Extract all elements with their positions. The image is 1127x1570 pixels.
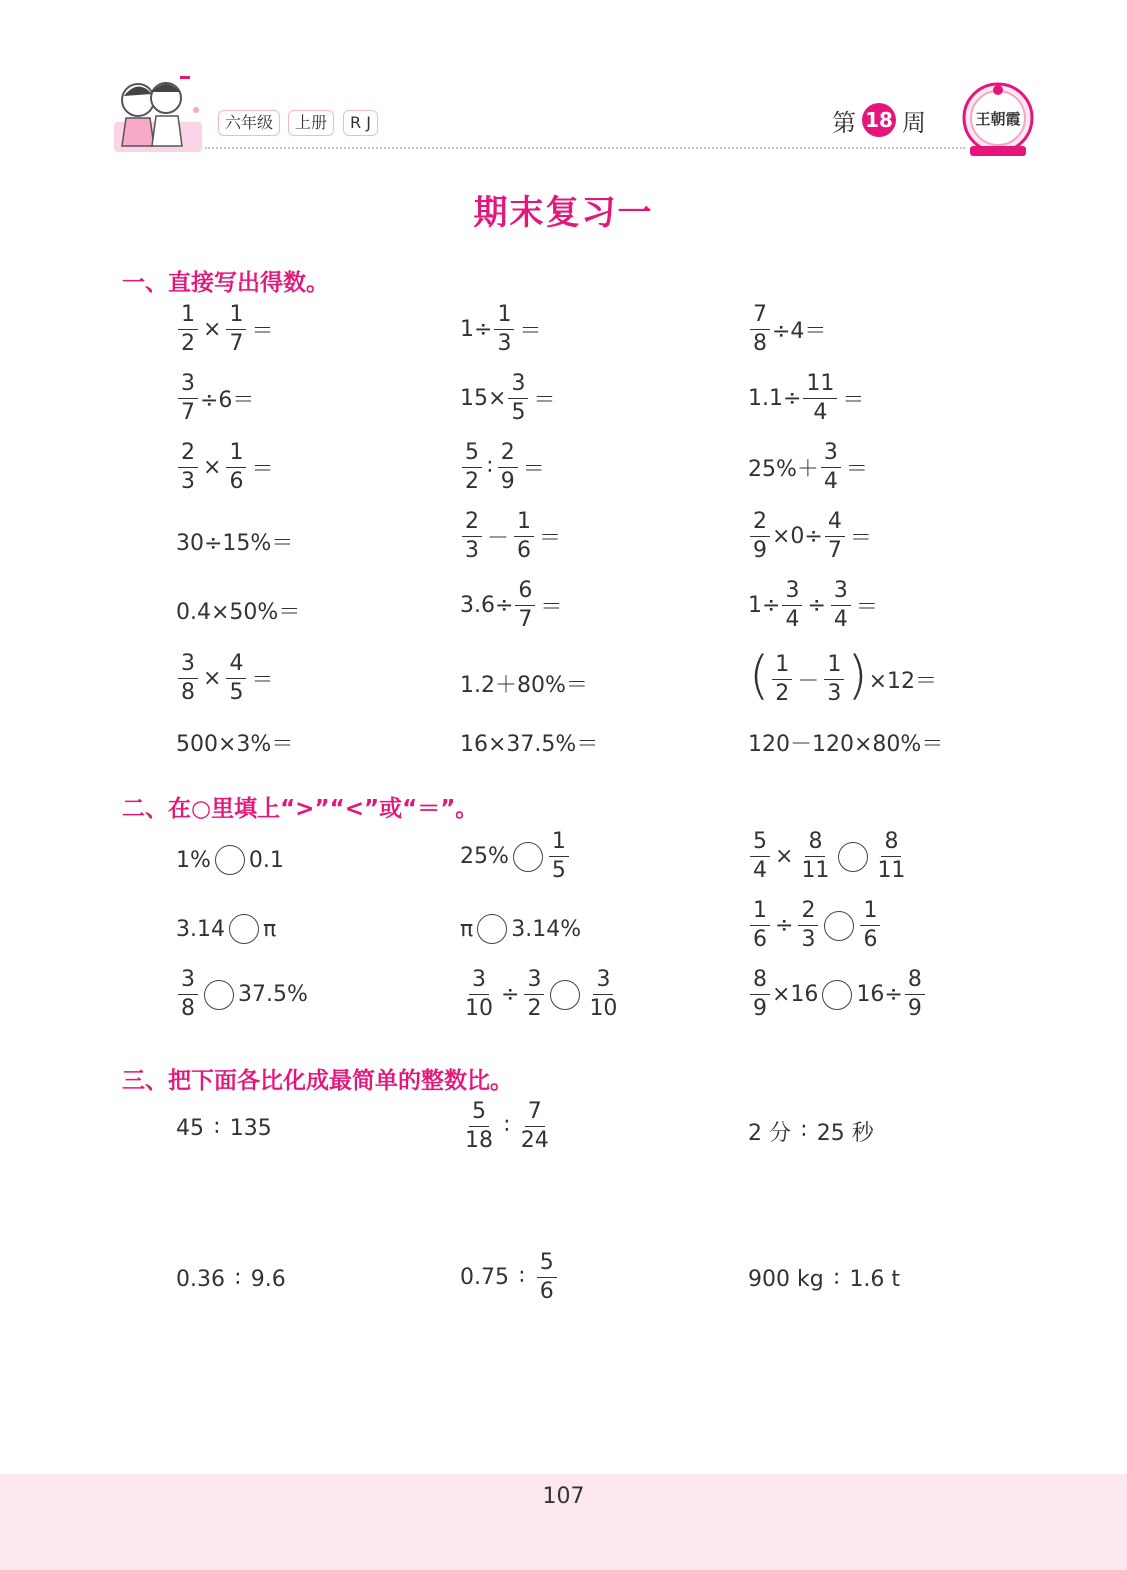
section-2-heading: 二、在○里填上“>”“<”或“＝”。 <box>122 796 479 822</box>
brand-logo <box>960 80 1036 160</box>
fraction: $\frac{3}{8}$ <box>178 969 198 1020</box>
fraction: $\frac{1}{3}$ <box>824 654 844 705</box>
fraction: $\frac{3}{8}$ <box>178 653 198 704</box>
p1-r1-a: $\frac{1}{2}$ × $\frac{1}{7}$ ＝ <box>176 304 276 355</box>
p1-r7-b: 16×37.5%＝ <box>460 732 599 757</box>
p1-r3-a: $\frac{2}{3}$ × $\frac{1}{6}$ ＝ <box>176 442 276 493</box>
p1-r2-a: $\frac{3}{7}$ ÷6＝ <box>176 373 254 424</box>
p1-r4-a: 30÷15%＝ <box>176 531 294 556</box>
fraction: $\frac{3}{4}$ <box>782 580 802 631</box>
p3-r2-b: 0.75 ∶ $\frac{5}{6}$ <box>460 1252 559 1303</box>
p2-r2-c: $\frac{1}{6}$ ÷ $\frac{2}{3}$ $\frac{1}{6}$ <box>748 900 882 951</box>
compare-circle[interactable] <box>477 914 507 944</box>
section-3-heading: 三、把下面各比化成最简单的整数比。 <box>122 1068 513 1094</box>
fraction: $\frac{7}{24}$ <box>520 1099 549 1153</box>
fraction: $\frac{8}{11}$ <box>877 829 906 883</box>
p1-r5-a: 0.4×50%＝ <box>176 600 301 625</box>
section-1-heading: 一、直接写出得数。 <box>122 270 329 296</box>
fraction: $\frac{3}{10}$ <box>589 967 618 1021</box>
fraction: $\frac{1}{2}$ <box>178 304 198 355</box>
grade-tag: 六年级 <box>218 110 280 136</box>
fraction: $\frac{3}{10}$ <box>465 967 493 1021</box>
p3-r1-a: 45 ∶ 135 <box>176 1116 272 1141</box>
p1-r4-b: $\frac{2}{3}$ － $\frac{1}{6}$ ＝ <box>460 511 564 562</box>
p1-r4-c: $\frac{2}{9}$ ×0÷ $\frac{4}{7}$ ＝ <box>748 511 875 562</box>
fraction: $\frac{8}{9}$ <box>750 969 770 1020</box>
fraction: $\frac{1}{2}$ <box>772 654 792 705</box>
p1-r3-c: 25%＋ $\frac{3}{4}$ ＝ <box>748 440 868 494</box>
fraction: $\frac{8}{11}$ <box>801 829 830 883</box>
p2-r3-c: $\frac{8}{9}$ ×16 16÷ $\frac{8}{9}$ <box>748 969 927 1020</box>
fraction: $\frac{11}{4}$ <box>803 373 837 424</box>
fraction: $\frac{3}{4}$ <box>821 442 841 493</box>
fraction: $\frac{7}{8}$ <box>750 304 770 355</box>
fraction: $\frac{1}{6}$ <box>226 442 246 493</box>
p2-r2-a: 3.14 π <box>176 914 276 944</box>
page-title: 期末复习一 <box>473 193 654 233</box>
p3-r1-b: $\frac{5}{18}$ ∶ $\frac{7}{24}$ <box>460 1101 554 1152</box>
p2-r3-a: $\frac{3}{8}$ 37.5% <box>176 969 308 1020</box>
week-label <box>832 100 926 140</box>
logo-text: 王朝霞 <box>975 110 1021 128</box>
p3-r2-a: 0.36 ∶ 9.6 <box>176 1267 286 1292</box>
week-prefix: 第 <box>832 108 856 137</box>
fraction: $\frac{1}{6}$ <box>750 900 770 951</box>
fraction: $\frac{5}{2}$ <box>462 442 482 493</box>
edition-tag: R J <box>343 110 378 136</box>
fraction: $\frac{6}{7}$ <box>515 580 535 631</box>
p2-r1-b: 25% $\frac{1}{5}$ <box>460 831 571 882</box>
p2-r3-b: $\frac{3}{10}$ ÷ $\frac{3}{2}$ $\frac{3}{10}$ <box>460 969 622 1020</box>
p1-r1-b: 1÷ $\frac{1}{3}$ ＝ <box>460 302 542 356</box>
compare-circle[interactable] <box>204 980 234 1010</box>
week-number: 18 <box>862 103 896 137</box>
compare-circle[interactable] <box>824 911 854 941</box>
p1-r3-b: $\frac{5}{2}$ ∶ $\frac{2}{9}$ ＝ <box>460 442 548 493</box>
compare-circle[interactable] <box>822 980 852 1010</box>
p1-r6-a: $\frac{3}{8}$ × $\frac{4}{5}$ ＝ <box>176 653 276 704</box>
fraction: $\frac{3}{5}$ <box>508 373 528 424</box>
p2-r1-c: $\frac{5}{4}$ × $\frac{8}{11}$ $\frac{8}{11}$ <box>748 831 910 882</box>
fraction: $\frac{5}{4}$ <box>750 831 770 882</box>
compare-circle[interactable] <box>513 842 543 872</box>
p1-r6-b: 1.2＋80%＝ <box>460 673 588 698</box>
fraction: $\frac{2}{3}$ <box>462 511 482 562</box>
header-divider <box>205 147 965 149</box>
p1-r2-c: 1.1÷ $\frac{11}{4}$ ＝ <box>748 371 865 425</box>
fraction: $\frac{1}{6}$ <box>860 900 880 951</box>
compare-circle[interactable] <box>838 842 868 872</box>
p3-r1-c: 2 分 ∶ 25 秒 <box>748 1119 874 1146</box>
p2-r1-a: 1% 0.1 <box>176 845 284 875</box>
compare-circle[interactable] <box>215 845 245 875</box>
fraction: $\frac{3}{2}$ <box>524 969 544 1020</box>
fraction: $\frac{4}{7}$ <box>825 511 845 562</box>
fraction: $\frac{1}{6}$ <box>514 511 534 562</box>
p1-r5-c: 1÷ $\frac{3}{4}$ ÷ $\frac{3}{4}$ ＝ <box>748 578 878 632</box>
fraction: $\frac{5}{6}$ <box>537 1252 557 1303</box>
p1-r1-c: $\frac{7}{8}$ ÷4＝ <box>748 304 826 355</box>
compare-circle[interactable] <box>550 980 580 1010</box>
fraction: $\frac{4}{5}$ <box>226 653 246 704</box>
p3-r2-c: 900 kg ∶ 1.6 t <box>748 1267 901 1292</box>
p1-r7-a: 500×3%＝ <box>176 732 294 757</box>
fraction: $\frac{3}{4}$ <box>831 580 851 631</box>
fraction: $\frac{2}{3}$ <box>798 900 818 951</box>
fraction: $\frac{1}{3}$ <box>494 304 514 355</box>
fraction: $\frac{1}{5}$ <box>549 831 569 882</box>
fraction: $\frac{2}{9}$ <box>750 511 770 562</box>
fraction: $\frac{2}{3}$ <box>178 442 198 493</box>
fraction: $\frac{5}{18}$ <box>465 1099 493 1153</box>
fraction: $\frac{8}{9}$ <box>905 969 925 1020</box>
compare-circle[interactable] <box>229 914 259 944</box>
week-suffix: 周 <box>902 108 926 137</box>
fraction: $\frac{3}{7}$ <box>178 373 198 424</box>
cartoon-kids-illustration <box>108 70 208 156</box>
volume-tag: 上册 <box>288 110 334 136</box>
fraction: $\frac{1}{7}$ <box>226 304 246 355</box>
p1-r5-b: 3.6÷ $\frac{6}{7}$ ＝ <box>460 578 563 632</box>
fraction: $\frac{2}{9}$ <box>498 442 518 493</box>
p1-r2-b: 15× $\frac{3}{5}$ ＝ <box>460 371 556 425</box>
p1-r7-c: 120－120×80%＝ <box>748 732 944 757</box>
page-number: 107 <box>542 1484 585 1509</box>
p1-r6-c: ( $\frac{1}{2}$ － $\frac{1}{3}$ ) ×12＝ <box>749 646 938 706</box>
p2-r2-b: π 3.14% <box>460 914 581 944</box>
